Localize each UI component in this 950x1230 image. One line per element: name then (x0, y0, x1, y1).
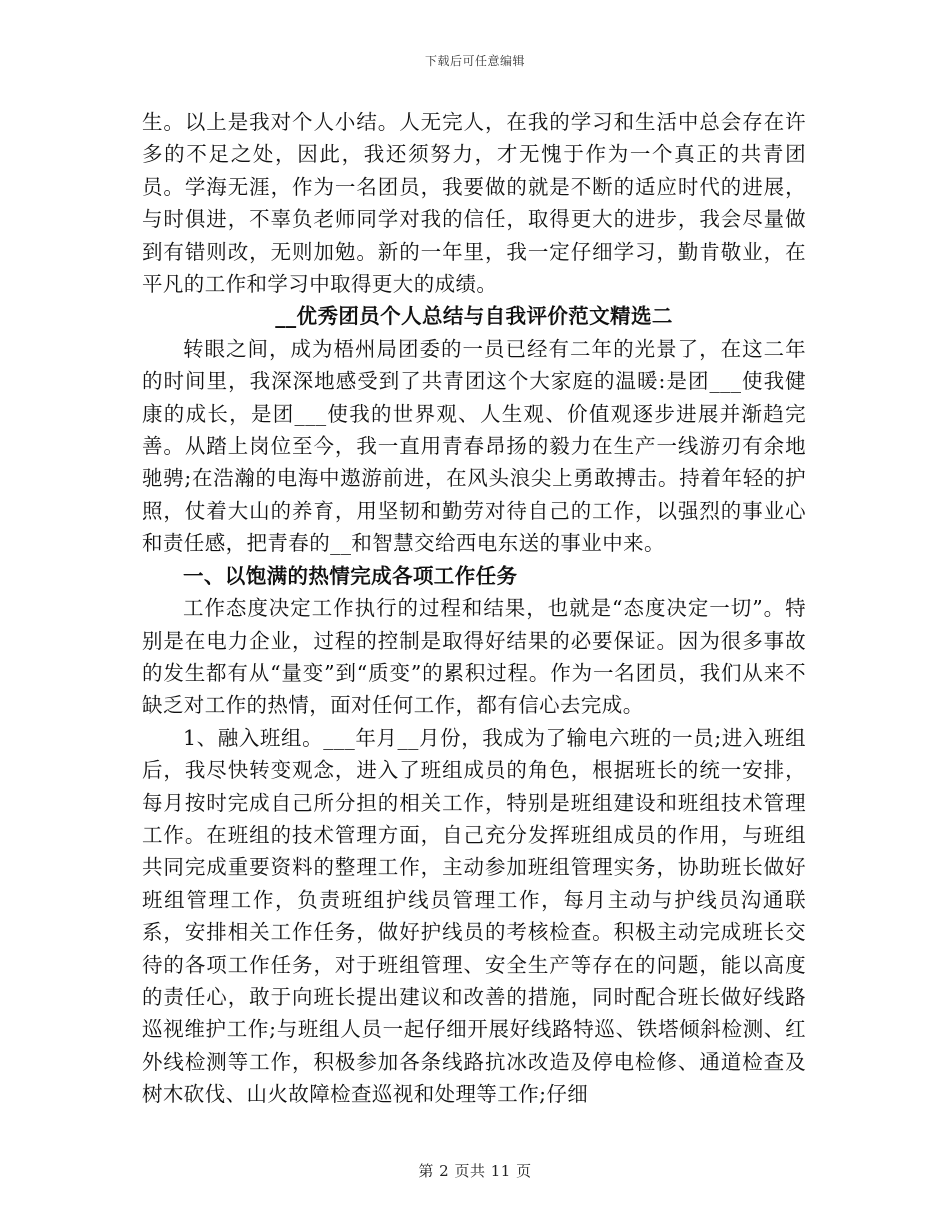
section-heading-1: 一、以饱满的热情完成各项工作任务 (183, 563, 518, 588)
page-number: 第 2 页共 11 页 (418, 1162, 532, 1180)
paragraph-attitude: 工作态度决定工作执行的过程和结果，也就是“态度决定一切”。特别是在电力企业，过程的控制是取得好结果的必要保证。因为很多事故的发生都有从“量变”到“质变”的累积过程。作为一名团员，我们从来不缺乏对工作的热情，面对任何工作，都有信心去完成。 (142, 596, 806, 718)
paragraph-team: 1、融入班组。___年月__月份，我成为了输电六班的一员;进入班组后，我尽快转变观念，进入了班组成员的角色，根据班长的统一安排，每月按时完成自己所分担的相关工作，特别是班组建设和班组技术管理工作。在班组的技术管理方面，自己充分发挥班组成员的作用，与班组共同完成重要资料的整理工作，主动参加班组管理实务，协助班长做好班组管理工作，负责班组护线员管理工作，每月主动与护线员沟通联系，安排相关工作任务，做好护线员的考核检查。积极主动完成班长交待的各项工作任务，对于班组管理、安全生产等存在的问题，能以高度的责任心，敢于向班长提出建议和改善的措施，同时配合班长做好线路巡视维护工作;与班组人员一起仔细开展好线路特巡、铁塔倾斜检测、红外线检测等工作，积极参加各条线路抗冰改造及停电检修、通道检查及树木砍伐、山火故障检查巡视和处理等工作;仔细 (142, 725, 806, 1107)
paragraph-conclusion: 生。以上是我对个人小结。人无完人，在我的学习和生活中总会存在许多的不足之处，因此，我还须努力，才无愧于作为一个真正的共青团员。学海无涯，作为一名团员，我要做的就是不断的适应时代的进展，与时俱进，不辜负老师同学对我的信任，取得更大的进步，我会尽量做到有错则改，无则加勉。新的一年里，我一定仔细学习，勤肯敬业，在平凡的工作和学习中取得更大的成绩。 (142, 110, 806, 297)
document-body (142, 106, 806, 1111)
header-note: 下载后可任意编辑 (424, 54, 525, 68)
paragraph-intro: 转眼之间，成为梧州局团委的一员已经有二年的光景了，在这二年的时间里，我深深地感受到了共青团这个大家庭的温暖:是团___使我健康的成长，是团___使我的世界观、人生观、价值观逐步进展并渐趋完善。从踏上岗位至今，我一直用青春昂扬的毅力在生产一线游刃有余地驰骋;在浩瀚的电海中遨游前进，在风头浪尖上勇敢搏击。持着年轻的护照，仗着大山的养育，用坚韧和勤劳对待自己的工作，以强烈的事业心和责任感，把青春的__和智慧交给西电东送的事业中来。 (142, 336, 806, 556)
section-title: __优秀团员个人总结与自我评价范文精选二 (275, 304, 673, 329)
